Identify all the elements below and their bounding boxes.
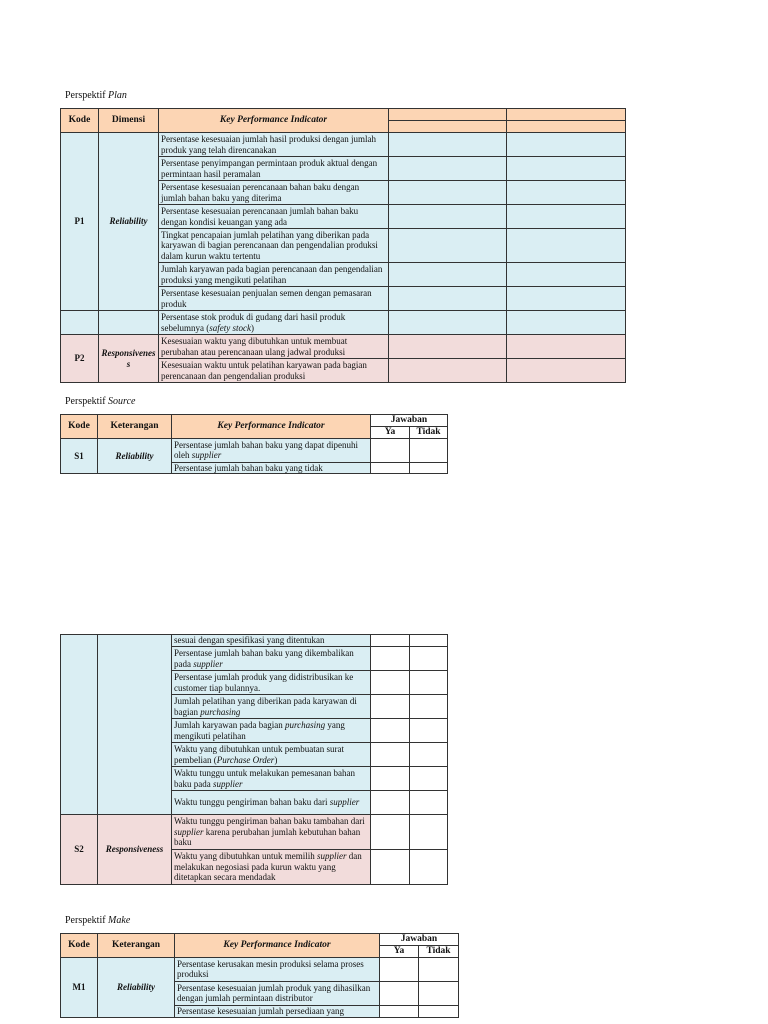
answer-cell[interactable]	[507, 229, 626, 263]
kpi-cell: Persentase kerusakan mesin produksi selama proses produksi	[175, 957, 380, 981]
header-kpi: Key Performance Indicator	[175, 934, 380, 958]
header-ya: Ya	[380, 946, 419, 958]
kpi-cell: Tingkat pencapaian jumlah pelatihan yang diberikan pada karyawan di bagian perencanaan dan pengendalian produksi dalam kurun waktu tertentu	[159, 229, 389, 263]
plan-caption: Perspektif Plan	[65, 90, 127, 101]
dimensi-empty	[99, 311, 159, 335]
answer-tidak[interactable]	[410, 719, 448, 743]
answer-cell[interactable]	[389, 133, 507, 157]
answer-cell[interactable]	[507, 263, 626, 287]
answer-tidak[interactable]	[410, 647, 448, 671]
source-table-top	[60, 414, 448, 474]
kpi-cell: Waktu yang dibutuhkan untuk memilih supplier dan melakukan negosiasi pada kurun waktu yang ditetapkan secara mendadak	[172, 850, 371, 885]
answer-ya[interactable]	[371, 815, 410, 850]
header-kode: Kode	[61, 934, 98, 958]
kpi-cell: Persentase kesesuaian jumlah hasil produksi dengan jumlah produk yang telah direncanakan	[159, 133, 389, 157]
answer-tidak[interactable]	[410, 767, 448, 791]
kpi-cell: Persentase kesesuaian jumlah produk yang dihasilkan dengan jumlah permintaan distributor	[175, 981, 380, 1005]
kpi-cell: Jumlah karyawan pada bagian purchasing yang mengikuti pelatihan	[172, 719, 371, 743]
header-jawaban: Jawaban	[380, 934, 459, 946]
keterangan-reliability: Reliability	[98, 438, 172, 474]
kpi-cell: Persentase jumlah bahan baku yang tidak	[172, 462, 371, 474]
answer-ya[interactable]	[371, 462, 410, 474]
answer-tidak[interactable]	[410, 462, 448, 474]
answer-cell[interactable]	[507, 287, 626, 311]
answer-ya[interactable]	[371, 791, 410, 815]
answer-tidak[interactable]	[410, 815, 448, 850]
answer-ya[interactable]	[371, 695, 410, 719]
answer-tidak[interactable]	[419, 981, 459, 1005]
kpi-cell: Kesesuaian waktu yang dibutuhkan untuk membuat perubahan atau perencanaan ulang jadwal produksi	[159, 335, 389, 359]
answer-tidak[interactable]	[410, 791, 448, 815]
header-jawaban: Jawaban	[371, 415, 448, 427]
answer-tidak[interactable]	[410, 695, 448, 719]
answer-ya[interactable]	[371, 635, 410, 647]
answer-cell[interactable]	[507, 205, 626, 229]
plan-table	[60, 108, 626, 383]
kpi-cell: sesuai dengan spesifikasi yang ditentukan	[172, 635, 371, 647]
kpi-cell: Persentase kesesuaian jumlah persediaan yang	[175, 1005, 380, 1017]
answer-cell[interactable]	[389, 287, 507, 311]
answer-cell[interactable]	[507, 133, 626, 157]
header-keterangan: Keterangan	[98, 415, 172, 439]
answer-cell[interactable]	[389, 229, 507, 263]
kpi-cell: Persentase kesesuaian perencanaan bahan baku dengan jumlah bahan baku yang diterima	[159, 181, 389, 205]
answer-tidak[interactable]	[419, 957, 459, 981]
kode-m1: M1	[61, 957, 98, 1017]
header-kpi: Key Performance Indicator	[159, 109, 389, 133]
answer-cell[interactable]	[389, 157, 507, 181]
kode-empty	[61, 311, 99, 335]
keterangan-responsiveness: Responsiveness	[98, 815, 172, 885]
header-blank-1	[389, 109, 507, 121]
header-kpi: Key Performance Indicator	[172, 415, 371, 439]
answer-tidak[interactable]	[410, 438, 448, 462]
kpi-cell: Persentase stok produk di gudang dari hasil produk sebelumnya (safety stock)	[159, 311, 389, 335]
answer-cell[interactable]	[389, 181, 507, 205]
answer-tidak[interactable]	[410, 635, 448, 647]
kpi-cell: Persentase penyimpangan permintaan produk aktual dengan permintaan hasil peramalan	[159, 157, 389, 181]
answer-ya[interactable]	[371, 719, 410, 743]
answer-tidak[interactable]	[410, 671, 448, 695]
kpi-cell: Kesesuaian waktu untuk pelatihan karyawan pada bagian perencanaan dan pengendalian produksi	[159, 359, 389, 383]
answer-ya[interactable]	[371, 850, 410, 885]
kpi-cell: Waktu tunggu pengiriman bahan baku dari supplier	[172, 791, 371, 815]
kode-p2: P2	[61, 335, 99, 383]
kode-s1: S1	[61, 438, 98, 474]
kpi-cell: Persentase jumlah produk yang didistribusikan ke customer tiap bulannya.	[172, 671, 371, 695]
source-table-bottom	[60, 634, 448, 885]
answer-cell[interactable]	[507, 359, 626, 383]
kpi-cell: Waktu tunggu pengiriman bahan baku tambahan dari supplier karena perubahan jumlah kebutuhan bahan baku	[172, 815, 371, 850]
header-blank-4	[507, 121, 626, 133]
answer-cell[interactable]	[389, 359, 507, 383]
kpi-cell: Waktu yang dibutuhkan untuk pembuatan surat pembelian (Purchase Order)	[172, 743, 371, 767]
answer-tidak[interactable]	[419, 1005, 459, 1017]
answer-ya[interactable]	[371, 743, 410, 767]
kpi-cell: Persentase kesesuaian perencanaan jumlah bahan baku dengan kondisi keuangan yang ada	[159, 205, 389, 229]
header-blank-2	[507, 109, 626, 121]
answer-cell[interactable]	[507, 181, 626, 205]
kpi-cell: Persentase kesesuaian penjualan semen dengan pemasaran produk	[159, 287, 389, 311]
dimensi-reliability: Reliability	[99, 133, 159, 311]
answer-cell[interactable]	[507, 335, 626, 359]
answer-ya[interactable]	[380, 981, 419, 1005]
answer-ya[interactable]	[371, 767, 410, 791]
answer-tidak[interactable]	[410, 850, 448, 885]
dimensi-responsiveness: Responsiveness	[99, 335, 159, 383]
answer-ya[interactable]	[371, 438, 410, 462]
header-dimensi: Dimensi	[99, 109, 159, 133]
header-tidak: Tidak	[410, 427, 448, 439]
make-table	[60, 933, 459, 1018]
answer-cell[interactable]	[389, 205, 507, 229]
answer-cell[interactable]	[389, 263, 507, 287]
kpi-cell: Persentase jumlah bahan baku yang dikembalikan pada supplier	[172, 647, 371, 671]
header-ya: Ya	[371, 427, 410, 439]
keterangan-reliability: Reliability	[98, 957, 175, 1017]
kode-p1: P1	[61, 133, 99, 311]
kpi-cell: Waktu tunggu untuk melakukan pemesanan bahan baku pada supplier	[172, 767, 371, 791]
answer-cell[interactable]	[507, 311, 626, 335]
header-tidak: Tidak	[419, 946, 459, 958]
answer-ya[interactable]	[380, 957, 419, 981]
make-caption: Perspektif Make	[65, 915, 131, 926]
answer-ya[interactable]	[371, 647, 410, 671]
answer-ya[interactable]	[380, 1005, 419, 1017]
header-kode: Kode	[61, 109, 99, 133]
kpi-cell: Jumlah pelatihan yang diberikan pada karyawan di bagian purchasing	[172, 695, 371, 719]
kode-s2: S2	[61, 815, 98, 885]
answer-cell[interactable]	[389, 311, 507, 335]
header-keterangan: Keterangan	[98, 934, 175, 958]
answer-cell[interactable]	[389, 335, 507, 359]
answer-cell[interactable]	[507, 157, 626, 181]
answer-tidak[interactable]	[410, 743, 448, 767]
header-kode: Kode	[61, 415, 98, 439]
keterangan-continued	[98, 635, 172, 815]
kode-continued	[61, 635, 98, 815]
answer-ya[interactable]	[371, 671, 410, 695]
header-blank-3	[389, 121, 507, 133]
kpi-cell: Jumlah karyawan pada bagian perencanaan dan pengendalian produksi yang mengikuti pelatihan	[159, 263, 389, 287]
kpi-cell: Persentase jumlah bahan baku yang dapat dipenuhi oleh supplier	[172, 438, 371, 462]
source-caption: Perspektif Source	[65, 396, 136, 407]
